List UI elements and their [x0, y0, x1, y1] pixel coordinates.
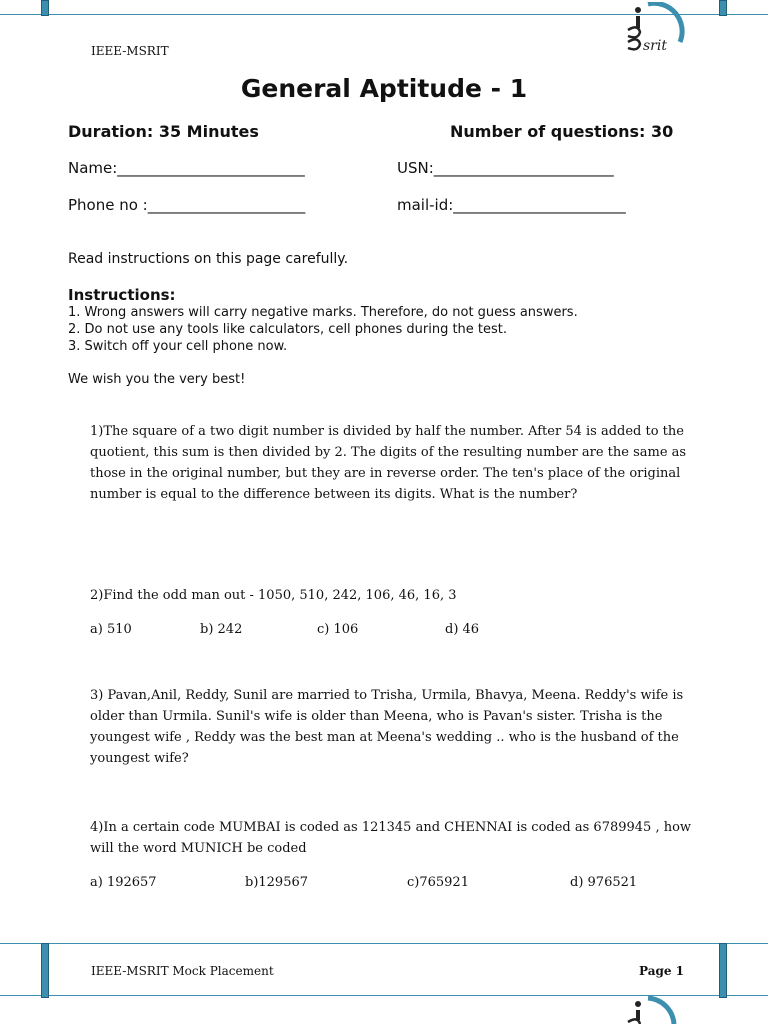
logo-text: srit	[643, 38, 667, 54]
question-line: older than Urmila. Sunil's wife is older than Meena, who is Pavan's sister. Trisha is the	[90, 709, 663, 724]
question-line: 2)Find the odd man out - 1050, 510, 242, 106, 46, 16, 3	[90, 588, 457, 603]
footer-right-bar	[719, 943, 727, 998]
question-2-option-b: b) 242	[200, 622, 243, 637]
question-line: 4)In a certain code MUMBAI is coded as 121345 and CHENNAI is coded as 6789945 , how	[90, 820, 692, 835]
mail-field: mail-id:_______________________	[397, 196, 626, 214]
name-field: Name:_________________________	[68, 159, 305, 177]
question-2-option-c: c) 106	[317, 622, 359, 637]
footer-top-line	[0, 943, 768, 944]
question-2	[90, 585, 730, 606]
footer-left-text: IEEE-MSRIT Mock Placement	[91, 964, 274, 978]
question-line: will the word MUNICH be coded	[90, 841, 307, 856]
wish-text: We wish you the very best!	[68, 372, 246, 387]
page-number: Page 1	[639, 964, 685, 978]
question-line: youngest wife , Reddy was the best man at Meena's wedding .. who is the husband of the	[90, 730, 679, 745]
question-line: quotient, this sum is then divided by 2. The digits of the resulting number are the same as	[90, 445, 687, 460]
page-title: General Aptitude - 1	[240, 74, 528, 103]
question-4-option-d: d) 976521	[570, 875, 638, 890]
question-4-option-c: c)765921	[407, 875, 469, 890]
top-right-bar	[719, 0, 727, 16]
msrit-logo	[618, 2, 688, 62]
question-4-option-a: a) 192657	[90, 875, 157, 890]
instructions-heading: Instructions:	[68, 286, 176, 304]
header-org: IEEE-MSRIT	[91, 44, 169, 58]
msrit-logo-bottom	[618, 996, 688, 1024]
footer-left-bar	[41, 943, 49, 998]
read-note: Read instructions on this page carefully.	[68, 251, 349, 267]
question-count-text: Number of questions: 30	[450, 122, 674, 141]
question-3	[90, 685, 730, 769]
top-left-bar	[41, 0, 49, 16]
question-2-option-d: d) 46	[445, 622, 480, 637]
phone-field: Phone no :_____________________	[68, 196, 306, 214]
question-line: 1)The square of a two digit number is divided by half the number. After 54 is added to the	[90, 424, 684, 439]
usn-field: USN:________________________	[397, 159, 614, 177]
question-2-option-a: a) 510	[90, 622, 132, 637]
question-line: 3) Pavan,Anil, Reddy, Sunil are married to Trisha, Urmila, Bhavya, Meena. Reddy's wife is	[90, 688, 684, 703]
instructions-list	[68, 304, 578, 355]
question-line: those in the original number, but they are in reverse order. The ten's place of the original	[90, 466, 681, 481]
question-1	[90, 421, 730, 505]
duration-text: Duration: 35 Minutes	[68, 122, 259, 141]
instruction-item: 1. Wrong answers will carry negative marks. Therefore, do not guess answers.	[68, 305, 578, 320]
instruction-item: 2. Do not use any tools like calculators, cell phones during the test.	[68, 322, 508, 337]
question-line: number is equal to the difference between its digits. What is the number?	[90, 487, 578, 502]
instruction-item: 3. Switch off your cell phone now.	[68, 339, 288, 354]
question-4	[90, 817, 730, 859]
question-4-option-b: b)129567	[245, 875, 309, 890]
question-line: youngest wife?	[90, 751, 189, 766]
